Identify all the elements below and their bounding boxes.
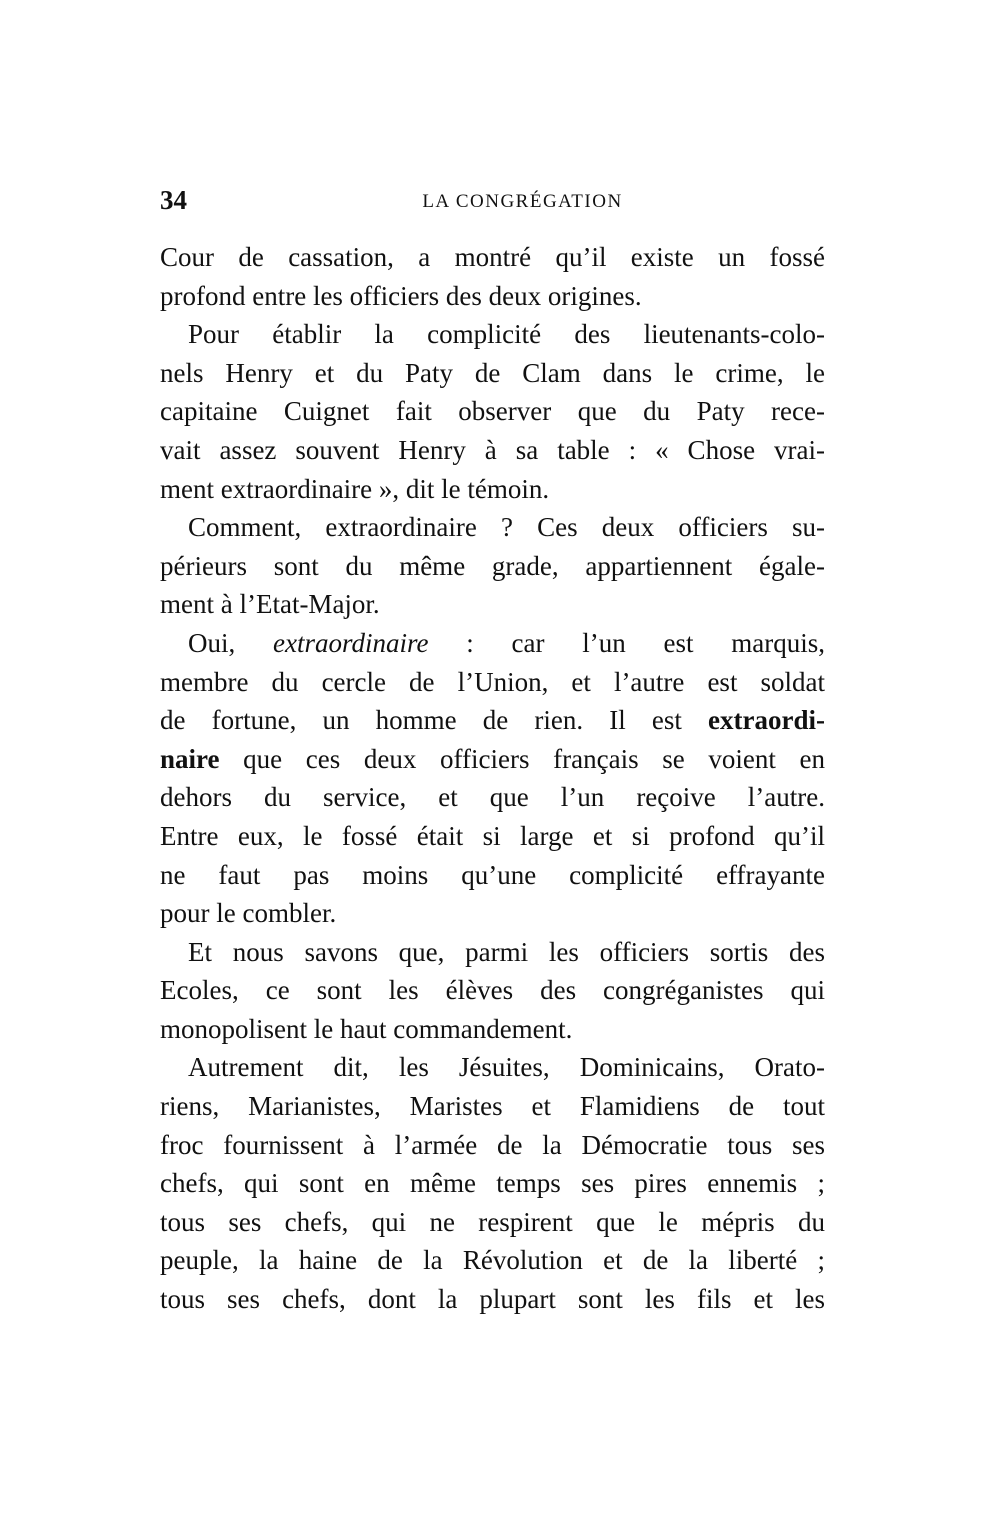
text-line: chefs, qui sont en même temps ses pires ennemis ; bbox=[160, 1168, 825, 1199]
text-run: que ces deux officiers français se voient en bbox=[219, 743, 825, 774]
text-line: ment à l’Etat-Major. bbox=[160, 589, 380, 620]
text-line bbox=[160, 701, 825, 740]
text-line: Cour de cassation, a montré qu’il existe un fossé bbox=[160, 242, 825, 272]
text-line bbox=[160, 740, 825, 779]
text-line: périeurs sont du même grade, appartiennent égale- bbox=[160, 550, 825, 581]
text-run: de fortune, un homme de rien. Il est bbox=[160, 705, 709, 736]
text-line bbox=[160, 624, 825, 663]
text-line: Autrement dit, les Jésuites, Dominicains, Orato- bbox=[188, 1052, 825, 1083]
paragraph-2 bbox=[160, 315, 825, 508]
text-line: vait assez souvent Henry à sa table : « Chose vrai- bbox=[160, 434, 825, 465]
paragraph-1 bbox=[160, 238, 825, 315]
paragraph-4 bbox=[160, 624, 825, 933]
text-line: capitaine Cuignet fait observer que du Paty rece- bbox=[160, 396, 825, 427]
text-line: ment extraordinaire », dit le témoin. bbox=[160, 473, 550, 504]
text-line: Pour établir la complicité des lieutenants-colo- bbox=[188, 319, 825, 350]
body-text bbox=[160, 238, 825, 1319]
text-line: Ecoles, ce sont les élèves des congréganistes qui bbox=[160, 975, 825, 1006]
running-head bbox=[160, 182, 825, 218]
text-run: : car l’un est marquis, bbox=[428, 627, 825, 658]
text-line: profond entre les officiers des deux origines. bbox=[160, 280, 642, 311]
running-title: LA CONGRÉGATION bbox=[422, 191, 623, 212]
text-line: froc fournissent à l’armée de la Démocratie tous ses bbox=[160, 1129, 825, 1160]
text-line: membre du cercle de l’Union, et l’autre est soldat bbox=[160, 666, 825, 697]
text-line: ne faut pas moins qu’une complicité effrayante bbox=[160, 859, 825, 890]
text-line: monopolisent le haut commandement. bbox=[160, 1013, 573, 1044]
text-line: dehors du service, et que l’un reçoive l’autre. bbox=[160, 782, 825, 813]
paragraph-6 bbox=[160, 1048, 825, 1318]
paragraph-5 bbox=[160, 933, 825, 1049]
text-line: Comment, extraordinaire ? Ces deux officiers su- bbox=[188, 512, 825, 543]
text-line: tous ses chefs, dont la plupart sont les fils et les bbox=[160, 1284, 825, 1315]
text-line: Et nous savons que, parmi les officiers sortis des bbox=[188, 936, 825, 967]
text-line: Entre eux, le fossé était si large et si profond qu’il bbox=[160, 820, 825, 851]
paragraph-3 bbox=[160, 508, 825, 624]
text-line: riens, Marianistes, Maristes et Flamidiens de tout bbox=[160, 1091, 825, 1122]
bold-emphasis: naire bbox=[160, 743, 220, 774]
text-run: Oui, bbox=[188, 627, 274, 658]
italic-emphasis: extraordinaire bbox=[273, 627, 429, 658]
bold-emphasis: extraordi- bbox=[708, 705, 825, 736]
page-number: 34 bbox=[160, 185, 187, 215]
text-line: tous ses chefs, qui ne respirent que le mépris du bbox=[160, 1206, 825, 1237]
text-line: pour le combler. bbox=[160, 898, 337, 929]
text-line: nels Henry et du Paty de Clam dans le crime, le bbox=[160, 357, 825, 388]
text-line: peuple, la haine de la Révolution et de la liberté ; bbox=[160, 1245, 825, 1276]
